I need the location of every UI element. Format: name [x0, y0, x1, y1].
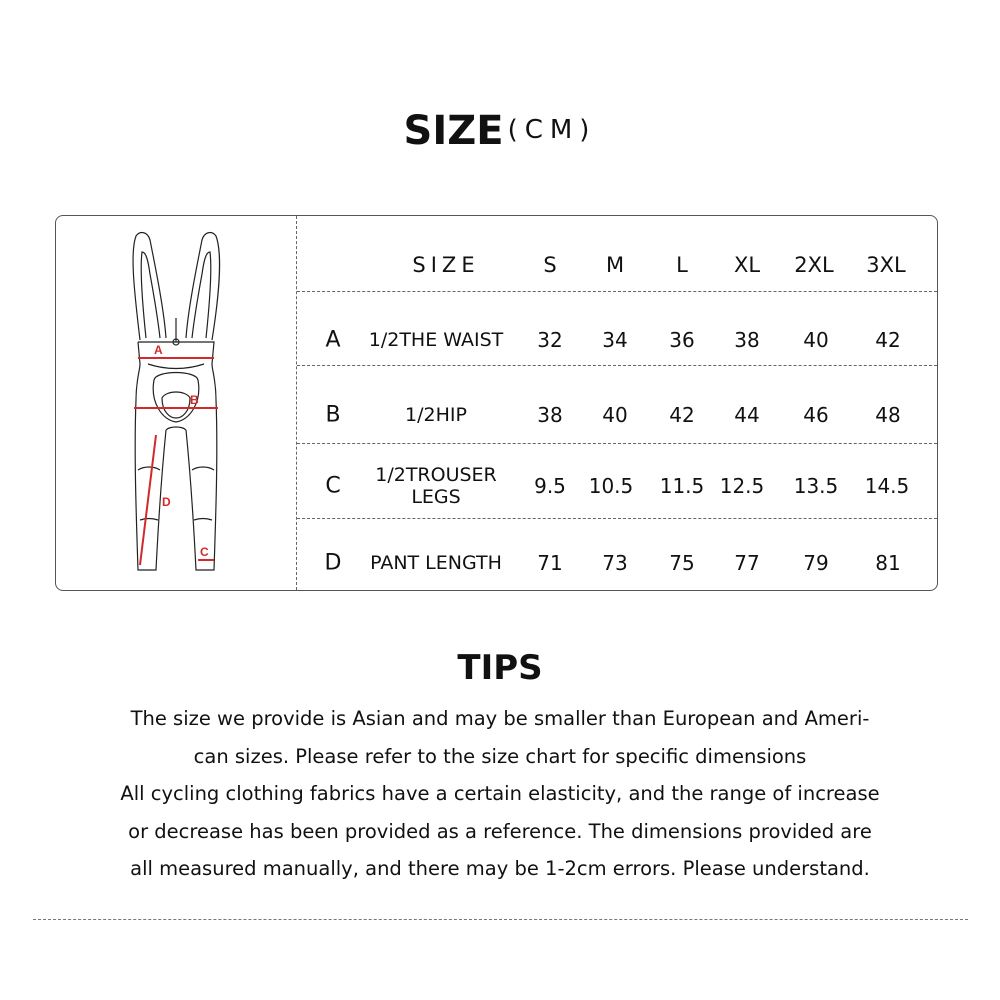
title-unit: (CM)	[507, 115, 597, 145]
tips-line: All cycling clothing fabrics have a certain elasticity, and the range of increase	[120, 782, 880, 805]
size-chart-box	[55, 215, 938, 591]
marker-d: D	[162, 495, 171, 509]
row-a-value: 36	[669, 328, 695, 352]
row-divider	[297, 518, 937, 519]
row-b-value: 44	[734, 403, 760, 427]
row-b-value: 38	[537, 403, 563, 427]
size-col-3xl: 3XL	[866, 253, 906, 277]
row-c-letter: C	[325, 473, 341, 499]
row-d-name: PANT LENGTH	[370, 552, 502, 574]
bib-tights-icon	[116, 230, 236, 580]
tips-line: can sizes. Please refer to the size chart for specific dimensions	[193, 744, 807, 768]
row-a-value: 32	[537, 328, 563, 352]
row-a-name: 1/2THE WAIST	[368, 329, 504, 351]
row-d-value: 79	[803, 551, 829, 575]
row-d-value: 71	[537, 551, 563, 575]
row-divider	[297, 443, 937, 444]
row-d-value: 81	[875, 551, 901, 575]
row-a-value: 34	[602, 328, 628, 352]
row-b-value: 46	[803, 403, 829, 427]
size-header: SIZE	[412, 253, 480, 277]
row-a-value: 40	[803, 328, 829, 352]
row-c-name: 1/2TROUSER LEGS	[375, 464, 497, 508]
title-main: SIZE	[403, 108, 504, 154]
row-d-value: 73	[602, 551, 628, 575]
row-c-value: 9.5	[534, 474, 566, 498]
row-d-value: 75	[669, 551, 695, 575]
row-b-letter: B	[325, 402, 341, 428]
size-col-m: M	[605, 253, 625, 277]
row-d-letter: D	[324, 550, 342, 576]
marker-c: C	[200, 545, 209, 559]
row-divider	[297, 365, 937, 366]
row-b-value: 42	[669, 403, 695, 427]
marker-a: A	[154, 343, 163, 357]
row-a-letter: A	[325, 327, 341, 353]
page-title	[0, 108, 1000, 154]
row-c-value: 10.5	[588, 474, 634, 498]
marker-b: B	[190, 393, 199, 407]
row-c-value: 11.5	[659, 474, 705, 498]
bottom-divider	[33, 919, 968, 920]
row-a-value: 38	[734, 328, 760, 352]
tips-line: or decrease has been provided as a reference. The dimensions provided are	[128, 819, 872, 843]
row-c-value: 14.5	[864, 474, 910, 498]
row-b-name: 1/2HIP	[405, 404, 467, 426]
row-d-value: 77	[734, 551, 760, 575]
column-divider	[296, 216, 297, 590]
row-b-value: 40	[602, 403, 628, 427]
tips-text	[80, 700, 920, 888]
row-c-value: 12.5	[719, 474, 765, 498]
size-col-2xl: 2XL	[794, 253, 834, 277]
size-col-xl: XL	[733, 253, 761, 277]
tips-title: TIPS	[457, 648, 543, 688]
size-col-l: L	[676, 253, 688, 277]
tips-line: The size we provide is Asian and may be smaller than European and Ameri-	[130, 707, 870, 730]
row-c-value: 13.5	[793, 474, 839, 498]
tips-line: all measured manually, and there may be 1-2cm errors. Please understand.	[130, 857, 870, 880]
row-divider	[297, 291, 937, 292]
row-b-value: 48	[875, 403, 901, 427]
row-a-value: 42	[875, 328, 901, 352]
size-col-s: S	[543, 253, 557, 277]
